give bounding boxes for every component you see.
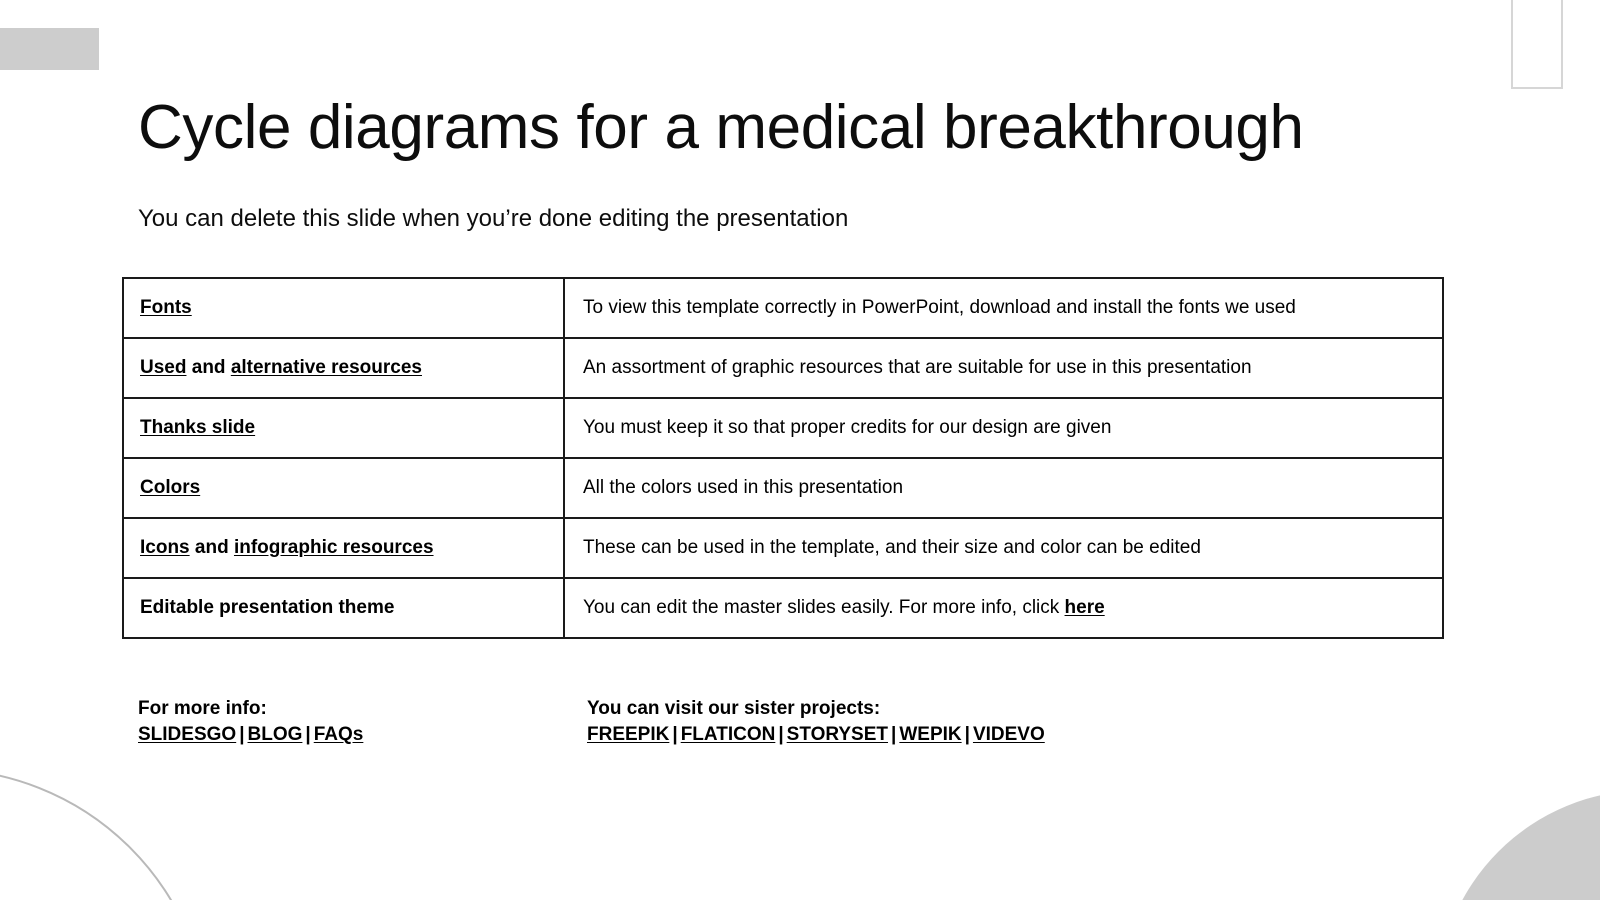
footer-link-separator: | <box>778 724 784 745</box>
footer-column-more-info <box>138 698 587 746</box>
table-cell-label <box>123 518 564 578</box>
table-cell-label <box>123 458 564 518</box>
table-cell-description <box>564 518 1443 578</box>
table-description-text: These can be used in the template, and their size and color can be edited <box>583 536 1201 558</box>
slide-title: Cycle diagrams for a medical breakthrough <box>138 93 1304 162</box>
table-row <box>123 578 1443 638</box>
table-cell-label <box>123 578 564 638</box>
table-label-link[interactable]: Colors <box>140 476 201 498</box>
footer-link-storyset[interactable]: STORYSET <box>786 724 889 745</box>
table-row <box>123 278 1443 338</box>
footer-link-faqs[interactable]: FAQs <box>313 724 364 745</box>
table-cell-description <box>564 458 1443 518</box>
table-cell-label <box>123 338 564 398</box>
table-cell-description <box>564 338 1443 398</box>
table-description-link[interactable]: here <box>1064 596 1105 618</box>
decorative-outline-rectangle-top-right <box>1511 0 1563 89</box>
footer <box>138 698 1045 746</box>
table-label-link[interactable]: Used <box>140 356 187 378</box>
footer-link-blog[interactable]: BLOG <box>247 724 303 745</box>
decorative-circle-outline-bottom-left <box>0 768 210 900</box>
footer-link-videvo[interactable]: VIDEVO <box>972 724 1045 745</box>
table-description-text: You must keep it so that proper credits for our design are given <box>583 416 1112 438</box>
footer-column-sister-projects <box>587 698 1045 746</box>
table-description-text: You can edit the master slides easily. For more info, click <box>583 596 1065 618</box>
table-row <box>123 458 1443 518</box>
table-row <box>123 518 1443 578</box>
table-description-text: All the colors used in this presentation <box>583 476 904 498</box>
footer-links-more-info <box>138 724 587 746</box>
table-label-text: and <box>186 356 231 378</box>
table-cell-description <box>564 278 1443 338</box>
template-info-table <box>122 277 1444 639</box>
table-cell-label <box>123 278 564 338</box>
table-description-text: To view this template correctly in PowerPoint, download and install the fonts we used <box>583 296 1296 318</box>
footer-link-slidesgo[interactable]: SLIDESGO <box>138 724 237 745</box>
table-cell-description <box>564 398 1443 458</box>
table-body <box>123 278 1443 638</box>
footer-link-separator: | <box>672 724 678 745</box>
table-label-link[interactable]: Fonts <box>140 296 192 318</box>
footer-links-sister-projects <box>587 724 1045 746</box>
table-label-text: and <box>189 536 234 558</box>
table-label-link[interactable]: Icons <box>140 536 190 558</box>
footer-link-separator: | <box>964 724 970 745</box>
footer-link-flaticon[interactable]: FLATICON <box>680 724 776 745</box>
footer-link-separator: | <box>891 724 897 745</box>
table-label-text: Editable presentation theme <box>140 596 395 618</box>
footer-link-freepik[interactable]: FREEPIK <box>587 724 670 745</box>
table-cell-label <box>123 398 564 458</box>
table-description-text: An assortment of graphic resources that are suitable for use in this presentation <box>583 356 1252 378</box>
table-row <box>123 398 1443 458</box>
decorative-rectangle-top-left <box>0 28 99 70</box>
slide-subtitle: You can delete this slide when you’re done editing the presentation <box>138 205 849 232</box>
table-cell-description <box>564 578 1443 638</box>
footer-heading: For more info: <box>138 698 267 719</box>
table-row <box>123 338 1443 398</box>
footer-link-separator: | <box>305 724 311 745</box>
table-label-link[interactable]: alternative resources <box>230 356 422 378</box>
footer-heading: You can visit our sister projects: <box>587 698 881 719</box>
footer-link-wepik[interactable]: WEPIK <box>899 724 962 745</box>
footer-link-separator: | <box>239 724 245 745</box>
table-label-link[interactable]: infographic resources <box>233 536 434 558</box>
table-label-link[interactable]: Thanks slide <box>140 416 256 438</box>
decorative-circle-bottom-right <box>1437 790 1600 900</box>
